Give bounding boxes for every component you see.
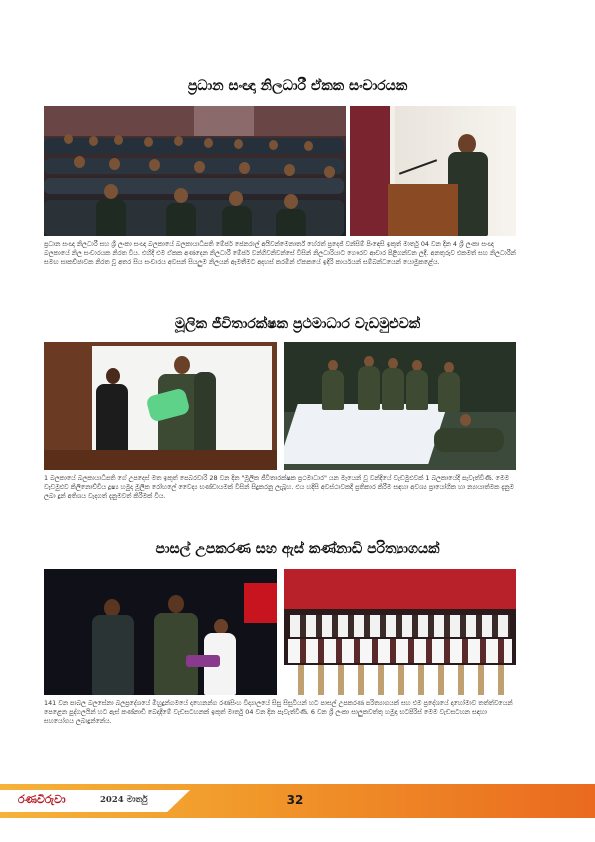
caption-first-aid: 1 බලකායේ බලකායාධිපති ගේ උපදෙස් මත ඉකුත් පෙබරවාරි 28 වන දින "මූලික ජීවිතාරක්ෂක ප්‍රථමාධාර" යන මැයෙන් වූ වන්දියේ වැඩමුළුවක් 1 බලකායේදී පැවැත්විණි. මෙම වැඩමුළුව කිලිනොච්චිය දූෂ්‍ය හමුදා මූලික රෝහලේ වෛද්‍ය භණ්ඩායමක් විසින් සිදුකරනු ලැබූහ. එය හදිසි අවස්ථාවකදී ප්‍රතිකාර කිරීම සඳහා අවශ්‍ය ප්‍රායෝගික හා න්‍යායාත්මක දැනුම ලබා දුන් අතිශය වැදගත් දැනුමවත් කිරීමක් විය.: [44, 474, 514, 500]
photo-first-aid-practice: [284, 342, 516, 470]
section-title-signal-visit: ප්‍රධාන සංඥා නිලධාරී ඒකක සංචාරයක: [187, 78, 408, 94]
caption-school-donation: 141 වන පාබල බලසේනා බලප්‍රදේශයේ මිහුදුන්ගමයේ දාහෙනන්ග රණසිංහ විද්‍යාලයේ සිසු සිසුවියන් හට පාසල් උපකරණ පරිත්‍යාගයක් සහ එම ප්‍රදේශයේ දාහෝමාව තත්ත්වයෙන් පෙළෙන පුද්ගලයින් හට ඇස් කණ්නාඩි බෙදාදීමේ වැඩසටහනක් ඉකුත් මාර්තු 04 වන දින පැවැත්විණි. 6 වන ශ්‍රී ලංකා සාලුකවත්තු හමුදා භටපිරිස් මෙම වැඩසටහන සඳහා සහයෝගය ලබාදුන්නේය.: [44, 699, 513, 725]
magazine-name: රණවිරුවා: [18, 793, 66, 806]
page-number: 32: [286, 793, 304, 807]
photo-speaker-podium: [350, 106, 516, 236]
issue-date: 2024 මාර්තු: [100, 795, 148, 805]
photo-first-aid-demo: [44, 342, 277, 470]
photo-students-group: [284, 569, 516, 695]
photo-gift-handover: [44, 569, 277, 695]
section-title-first-aid: මූලික ජීවිතාරක්ෂක ප්‍රථමාධාර වැඩමුළුවක්: [174, 316, 421, 332]
section-title-school-donation: පාසල් උපකරණ සහ ඇස් කණ්නාඩි පරිත්‍යාගයක්: [155, 541, 440, 557]
photo-briefing-hall: [44, 106, 346, 236]
page-footer: [0, 784, 595, 818]
caption-signal-visit: ප්‍රධාන සංඥා නිලධාරී සහ ශ්‍රී ලංකා සංඥා බලකායේ බලකායාධිපති මේජර් ජෙනරාල් අයිවන්මෙනාර්ත් හේරත් ප්‍රදෙජ් වන්සිම් පිංඳෙසි ඉකුත් මාර්තු 04 වන දින 4 ශ්‍රී ලංකා සංඥා බලකායේ නිල සංචාරයක නිරත විය. එහිදී එම ඒකක අණදෙන නිලධාරී මේජර් වන්ගිවනිවන්සේ විසින් නිලධාරියාට ගෞරව ආචාර පිළිගන්වන ලදී. අනතුරුව එකමත් සහ නිලධාරීන් සමඟ සාකච්ඡාවක නිරත වූ අතර සිය සංචාරය අවසන් සියලුම නිලයන් ඇමතීමට අදහස් කරමින් ඒකකයේ ඉදිරි කාර්යයන් සම්බන්ධයෙන් යොමුකළේය.: [44, 240, 516, 266]
